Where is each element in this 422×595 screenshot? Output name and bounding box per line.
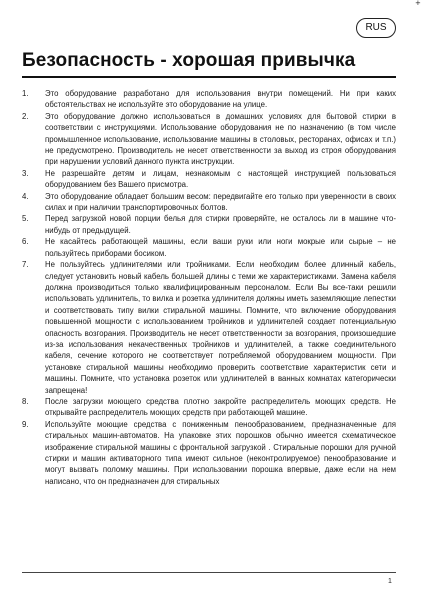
title-underline xyxy=(22,76,396,78)
list-item xyxy=(22,259,396,396)
item-number: 6. xyxy=(22,237,29,247)
list-item xyxy=(22,111,396,168)
item-text: Это оборудование должно использоваться в домашних условиях для бытовой стирки в соответствии с инструкциями. Использование оборудования не по назначению (в том числе промышленное использование, использование машины в столовых, ресторанах, офисах и т.п.) не предусмотрено. Производитель не несет ответственности за выход из строя оборудования при нарушении условий данного пункта инструкции. xyxy=(45,111,396,167)
item-number: 7. xyxy=(22,260,29,270)
item-number: 3. xyxy=(22,168,29,178)
item-text: После загрузки моющего средства плотно закройте распределитель моющих средств. Не открывайте распределитель моющих средств при работающей машине. xyxy=(45,396,396,418)
item-text: Не пользуйтесь удлинителями или тройниками. Если необходим более длинный кабель, следует установить новый кабель большей длины с теми же характеристиками. Замена кабеля должна производиться только квалифицированным персоналом. Если Вы все-таки решили использовать удлинитель, то вилка и розетка удлинителя должны иметь заземляющие лепестки и соответствовать типу вилки стиральной машины. Помните, что включение оборудования повышенной мощности с использованием тройников и удлинителей создает потенциальную опасность возгорания. Производитель не несет ответственности за возгорания, произошедшие из-за использования некачественных тройников и удлинителей, а также соединительного кабеля, сечение которого не соответствует потребляемой оборудованием мощности. При установке стиральной машины необходимо проверить соответствие характеристик сети и машины. Помните, что установка розеток или удлинителей в ванных комнатах категорически запрещена! xyxy=(45,260,396,395)
list-item xyxy=(22,419,396,487)
item-text: Не разрешайте детям и лицам, незнакомым с настоящей инструкцией пользоваться оборудованием без Вашего присмотра. xyxy=(45,168,396,190)
item-text: Это оборудование обладает большим весом: передвигайте его только при уверенности в своих силах и при наличии транспортировочных болтов. xyxy=(45,191,396,213)
item-text: Перед загрузкой новой порции белья для стирки проверяйте, не осталось ли в машине что-нибудь от предыдущей. xyxy=(45,214,396,235)
list-item xyxy=(22,168,396,191)
item-text: Используйте моющие средства с пониженным пенообразованием, предназначенные для стиральных машин-автоматов. На упаковке этих порошков обычно имеется схематическое изображение стиральной машины с фронтальной загрузкой . Стиральные порошки для ручной стирки и машин активаторного типа имеют сильное (неконтролируемое) пенообразование и могут вызвать поломку машины. При использовании порошка впервые, даже если на нем написано, что он предназначен для стиральных xyxy=(45,419,396,486)
footer-rule xyxy=(22,572,396,573)
item-number: 5. xyxy=(22,214,29,224)
item-number: 4. xyxy=(22,191,29,201)
page-number: 1 xyxy=(388,578,392,585)
list-item xyxy=(22,88,396,111)
item-text: Не касайтесь работающей машины, если ваши руки или ноги мокрые или сырые – не пользуйтесь приборами босиком. xyxy=(45,237,396,258)
list-item xyxy=(22,396,396,419)
item-number: 2. xyxy=(22,111,29,121)
list-item xyxy=(22,236,396,259)
page-title: Безопасность - хорошая привычка xyxy=(22,50,356,71)
item-text: Это оборудование разработано для использования внутри помещений. Ни при каких обстоятельствах не используйте это оборудование на улице. xyxy=(45,89,396,110)
safety-instructions-list xyxy=(22,88,396,487)
language-badge: RUS xyxy=(356,18,396,38)
list-item xyxy=(22,191,396,214)
corner-mark: + xyxy=(415,0,421,7)
item-number: 8. xyxy=(22,396,29,406)
item-number: 9. xyxy=(22,419,29,429)
list-item xyxy=(22,213,396,236)
item-number: 1. xyxy=(22,89,29,98)
